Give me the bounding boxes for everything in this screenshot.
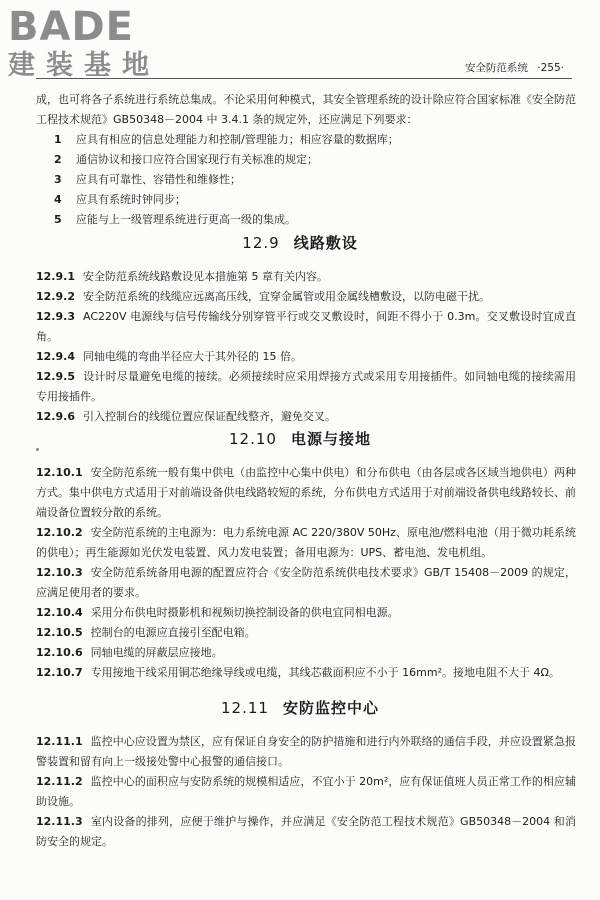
logo-subtitle: 建装基地 xyxy=(8,50,160,81)
clause xyxy=(36,643,576,663)
list-item xyxy=(36,130,576,150)
intro-block xyxy=(36,90,576,230)
clause-text: 设计时尽量避免电缆的接续。必须接续时应采用焊接方式或采用专用接插件。如同轴电缆的接续需用专用接插件。 xyxy=(36,370,576,403)
section-number: 12.10 xyxy=(229,430,277,448)
section-clauses xyxy=(36,463,576,683)
list-item xyxy=(36,150,576,170)
clause xyxy=(36,407,576,427)
clause-text: 同轴电缆的弯曲半径应大于其外径的 15 倍。 xyxy=(82,350,302,363)
section-clauses xyxy=(36,267,576,427)
clause xyxy=(36,772,576,812)
section-title: 电源与接地 xyxy=(290,430,371,448)
clause xyxy=(36,347,576,367)
item-text: 应能与上一级管理系统进行更高一级的集成。 xyxy=(76,213,296,226)
clause-number: 12.11.2 xyxy=(36,775,83,788)
section-clauses xyxy=(36,732,576,852)
clause-number: 12.9.2 xyxy=(36,290,75,303)
running-head-title: 安全防范系统 xyxy=(464,62,528,74)
item-text: 应具有相应的信息处理能力和控制/管理能力；相应容量的数据库； xyxy=(76,133,399,146)
page-number: ·255· xyxy=(537,62,564,74)
clause-text: 监控中心应设置为禁区，应有保证自身安全的防护措施和进行内外联络的通信手段，并应设置紧急报警装置和留有向上一级接处警中心报警的通信接口。 xyxy=(36,735,576,768)
clause-number: 12.10.4 xyxy=(36,606,83,619)
clause-number: 12.10.7 xyxy=(36,666,83,679)
clause-number: 12.9.4 xyxy=(36,350,75,363)
clause-number: 12.11.1 xyxy=(36,735,83,748)
item-number: 4 xyxy=(54,193,62,206)
clause-text: 引入控制台的线缆位置应保证配线整齐，避免交叉。 xyxy=(82,410,336,423)
clause-text: 室内设备的排列，应便于维护与操作，并应满足《安全防范工程技术规范》GB50348－2004 和消防安全的规定。 xyxy=(36,815,576,848)
clause-number: 12.9.1 xyxy=(36,270,75,283)
item-text: 通信协议和接口应符合国家现行有关标准的规定； xyxy=(76,153,318,166)
clause-number: 12.10.3 xyxy=(36,566,83,579)
item-number: 3 xyxy=(54,173,62,186)
requirements-list xyxy=(36,130,576,230)
list-item xyxy=(36,210,576,230)
item-number: 1 xyxy=(54,133,62,146)
clause-text: 专用接地干线采用铜芯绝缘导线或电缆，其线芯截面积应不小于 16mm²。接地电阻不大于 4Ω。 xyxy=(90,666,560,679)
running-head xyxy=(465,60,564,75)
clause-text: 采用分布供电时摄影机和视频切换控制设备的供电宜同相电源。 xyxy=(90,606,399,619)
clause-number: 12.9.3 xyxy=(36,310,75,323)
item-text: 应具有系统时钟同步； xyxy=(76,193,186,206)
list-item xyxy=(36,170,576,190)
item-number: 2 xyxy=(54,153,62,166)
clause xyxy=(36,623,576,643)
clause xyxy=(36,732,576,772)
section-heading xyxy=(0,232,600,253)
clause-text: 安全防范系统的主电源为：电力系统电源 AC 220/380V 50Hz、原电池/燃料电池（用于微功耗系统的供电）；再生能源如光伏发电装置、风力发电装置；备用电源为：UPS、蓄电池、发电机组。 xyxy=(36,526,576,559)
clause-text: 安全防范系统一般有集中供电（由监控中心集中供电）和分布供电（由各层或各区域当地供电）两种方式。集中供电方式适用于对前端设备供电线路较短的系统，分布供电方式适用于对前端设备供电线路较长、前端设备位置较分散的系统。 xyxy=(36,466,576,519)
clause xyxy=(36,603,576,623)
clause xyxy=(36,367,576,407)
clause-number: 12.10.2 xyxy=(36,526,83,539)
clause-text: 安全防范系统线路敷设见本措施第 5 章有关内容。 xyxy=(82,270,328,283)
item-number: 5 xyxy=(54,213,62,226)
header-rule xyxy=(36,78,572,79)
clause xyxy=(36,563,576,603)
clause xyxy=(36,287,576,307)
section-heading xyxy=(0,428,600,449)
list-item xyxy=(36,190,576,210)
clause-text: AC220V 电源线与信号传输线分别穿管平行或交叉敷设时，间距不得小于 0.3m。交叉敷设时宜成直角。 xyxy=(36,310,576,343)
section-title: 安防监控中心 xyxy=(282,699,379,717)
section-heading xyxy=(0,697,600,718)
clause-text: 同轴电缆的屏蔽层应接地。 xyxy=(90,646,223,659)
section-number: 12.11 xyxy=(221,699,269,717)
section-number: 12.9 xyxy=(242,234,280,252)
clause-text: 安全防范系统的线缆应远离高压线，宜穿金属管或用金属线槽敷设，以防电磁干扰。 xyxy=(82,290,490,303)
logo-wordmark: BADE xyxy=(8,4,134,50)
clause xyxy=(36,523,576,563)
clause-text: 控制台的电源应直接引至配电箱。 xyxy=(90,626,256,639)
clause-number: 12.10.5 xyxy=(36,626,83,639)
clause xyxy=(36,463,576,523)
clause-number: 12.10.6 xyxy=(36,646,83,659)
clause xyxy=(36,267,576,287)
clause xyxy=(36,663,576,683)
clause-number: 12.11.3 xyxy=(36,815,83,828)
clause-number: 12.9.5 xyxy=(36,370,75,383)
clause-number: 12.10.1 xyxy=(36,466,83,479)
item-text: 应具有可靠性、容错性和维修性； xyxy=(76,173,241,186)
clause xyxy=(36,307,576,347)
clause-number: 12.9.6 xyxy=(36,410,75,423)
clause-text: 监控中心的面积应与安防系统的规模相适应，不宜小于 20m²，应有保证值班人员正常工作的相应辅助设施。 xyxy=(36,775,576,808)
section-title: 线路敷设 xyxy=(293,234,358,252)
intro-paragraph: 成，也可将各子系统进行系统总集成。不论采用何种模式，其安全管理系统的设计除应符合国家标准《安全防范工程技术规范》GB50348－2004 中 3.4.1 条的规定外，还应满足下列要求： xyxy=(36,93,576,126)
bade-logo xyxy=(8,4,178,88)
clause xyxy=(36,812,576,852)
clause-text: 安全防范系统备用电源的配置应符合《安全防范系统供电技术要求》GB/T 15408－2009 的规定，应满足使用者的要求。 xyxy=(36,566,576,599)
